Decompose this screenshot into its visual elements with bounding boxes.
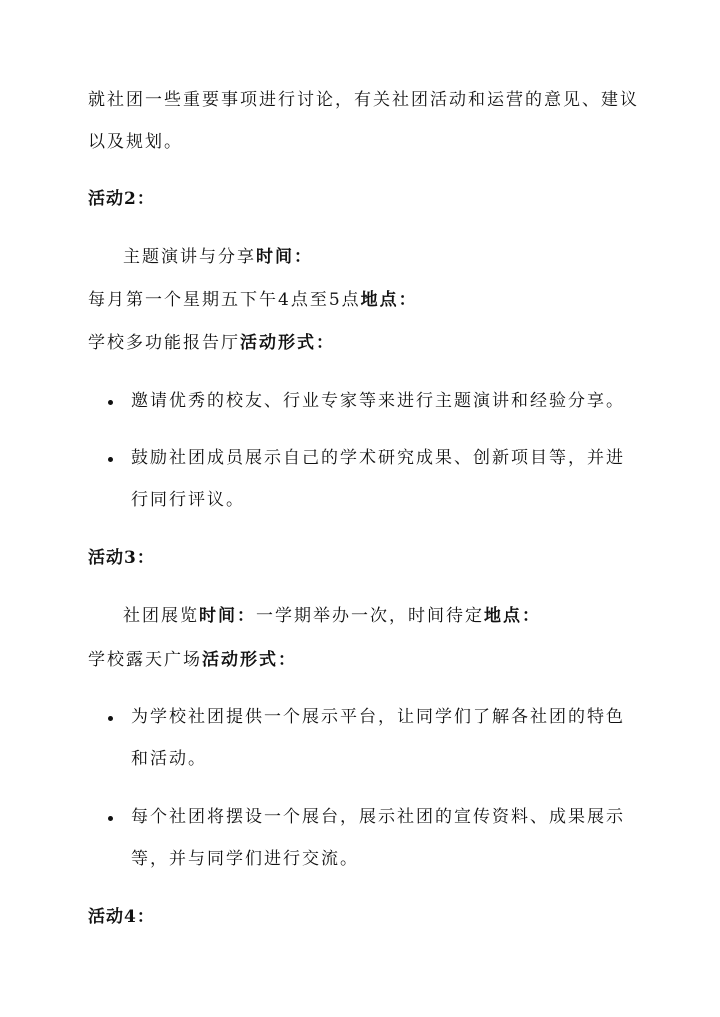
bullet-dot-icon	[108, 457, 113, 462]
activity-2-bullet-2-line-1: 鼓励社团成员展示自己的学术研究成果、创新项目等，并进	[131, 448, 625, 468]
activity-2-heading: 活动2：	[88, 189, 155, 209]
intro-paragraph-line-2: 以及规划。	[88, 132, 183, 152]
activity-3-heading: 活动3：	[88, 548, 155, 568]
activity-2-time-line	[88, 288, 418, 312]
activity-2-time-value: 每月第一个星期五下午4点至5点	[88, 290, 361, 310]
activity-2-place-line	[88, 331, 335, 355]
activity-2-place-value: 学校多功能报告厅	[88, 333, 240, 353]
bullet-dot-icon	[108, 400, 113, 405]
activity-3-time-value: 一学期举办一次，时间待定	[256, 606, 484, 626]
activity-3-time-label: 时间：	[199, 606, 256, 626]
activity-2-place-label: 地点：	[360, 290, 418, 310]
activity-2-form-label: 活动形式：	[240, 333, 335, 353]
bullet-dot-icon	[108, 816, 113, 821]
activity-2-topic: 主题演讲与分享	[123, 247, 256, 267]
activity-3-place-label: 地点：	[484, 606, 541, 626]
activity-4-heading: 活动4：	[88, 907, 155, 927]
activity-3-form-label: 活动形式：	[202, 650, 297, 670]
activity-3-bullet-1-line-1: 为学校社团提供一个展示平台，让同学们了解各社团的特色	[131, 707, 625, 727]
activity-2-bullet-2-line-2: 行同行评议。	[131, 490, 245, 510]
activity-3-topic: 社团展览	[123, 606, 199, 626]
activity-2-time-label: 时间：	[256, 247, 313, 267]
bullet-dot-icon	[108, 716, 113, 721]
activity-3-bullet-1-line-2: 和活动。	[131, 749, 207, 769]
activity-3-bullet-2-line-2: 等，并与同学们进行交流。	[131, 849, 359, 869]
activity-3-topic-line	[123, 604, 541, 628]
activity-3-bullet-2-line-1: 每个社团将摆设一个展台，展示社团的宣传资料、成果展示	[131, 807, 625, 827]
activity-2-topic-line	[123, 245, 313, 269]
activity-3-place-line	[88, 648, 297, 672]
activity-2-bullet-1-line-1: 邀请优秀的校友、行业专家等来进行主题演讲和经验分享。	[131, 391, 625, 411]
activity-3-place-value: 学校露天广场	[88, 650, 202, 670]
intro-paragraph-line-1: 就社团一些重要事项进行讨论，有关社团活动和运营的意见、建议	[88, 90, 639, 110]
